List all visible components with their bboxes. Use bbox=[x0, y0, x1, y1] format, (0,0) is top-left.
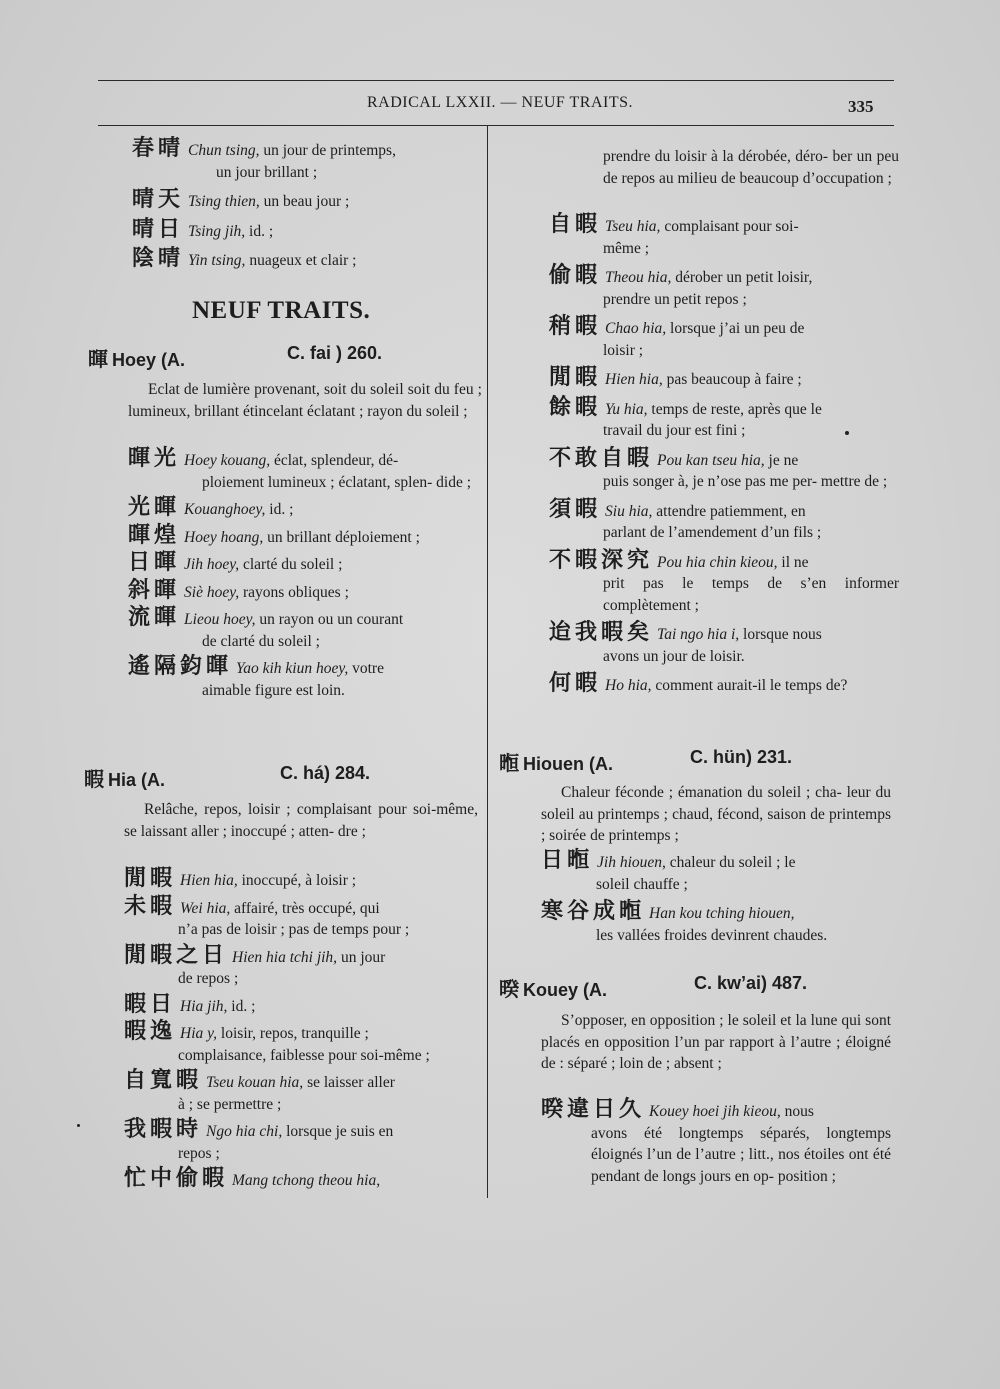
entry-gloss: affairé, très occupé, qui bbox=[230, 899, 380, 917]
dictionary-entry bbox=[124, 1168, 478, 1192]
entry-characters: 暇日 bbox=[124, 991, 177, 1017]
entry-continuation: aimable figure est loin. bbox=[202, 681, 345, 699]
running-head: RADICAL LXXII. — NEUF TRAITS. bbox=[366, 94, 634, 111]
entry-characters: 我暇時 bbox=[124, 1117, 203, 1142]
entry-characters: 餘暇 bbox=[549, 394, 602, 420]
kouey-heading bbox=[499, 973, 607, 1002]
entry-line bbox=[132, 189, 482, 213]
entry-characters: 陰晴 bbox=[132, 246, 185, 271]
entry-romanization: Kouanghoey, bbox=[184, 501, 266, 518]
kouey-head: Kouey (A. bbox=[523, 980, 608, 1000]
entry-line bbox=[124, 1070, 478, 1094]
entry-romanization: Siè hoey, bbox=[184, 583, 240, 601]
kouey-character: 暌 bbox=[499, 977, 519, 1001]
entry-line bbox=[132, 216, 482, 243]
entry-romanization: Tseu hia, bbox=[605, 218, 661, 235]
entry-line bbox=[124, 893, 478, 920]
hiouen-heading-cantonese: C. hün) 231. bbox=[690, 747, 793, 767]
entry-line bbox=[549, 367, 899, 391]
entry-gloss: loisir, repos, tranquille ; bbox=[217, 1025, 369, 1042]
entry-romanization: Pou hia chin kieou, bbox=[657, 553, 778, 571]
entry-characters: 閒暇 bbox=[549, 365, 602, 390]
entry-line bbox=[124, 1021, 478, 1045]
entry-characters: 晴天 bbox=[132, 187, 185, 212]
entry-gloss: rayons obliques ; bbox=[239, 583, 349, 601]
dictionary-entry bbox=[124, 868, 478, 892]
dictionary-entry bbox=[124, 1070, 478, 1115]
entry-romanization: Pou kan tseu hia, bbox=[657, 451, 765, 469]
dictionary-entry bbox=[128, 552, 482, 576]
dictionary-entry bbox=[128, 607, 482, 652]
dictionary-entry bbox=[132, 248, 482, 272]
entry-line bbox=[124, 868, 478, 892]
entry-line bbox=[128, 448, 482, 472]
dictionary-entry bbox=[549, 265, 899, 310]
entry-characters: 自暇 bbox=[549, 212, 602, 237]
entry-gloss: clarté du soleil ; bbox=[239, 556, 343, 573]
entry-gloss: lorsque je suis en bbox=[282, 1123, 394, 1140]
entry-line bbox=[132, 248, 482, 272]
entry-gloss: dérober un petit loisir, bbox=[671, 269, 813, 286]
top-rule bbox=[98, 80, 894, 81]
entry-gloss: se laisser aller bbox=[303, 1074, 395, 1091]
entry-romanization: Yin tsing, bbox=[188, 252, 246, 269]
entry-characters: 迨我暇矣 bbox=[549, 620, 654, 645]
section-title: NEUF TRAITS. bbox=[192, 297, 371, 324]
entry-continuation: les vallées froides devinrent chaudes. bbox=[596, 926, 828, 944]
entry-romanization: Tsing jih, bbox=[188, 222, 246, 240]
dictionary-entry bbox=[549, 445, 899, 493]
entry-continuation: à ; se permettre ; bbox=[178, 1095, 282, 1113]
dictionary-entry bbox=[124, 893, 478, 941]
entry-gloss: complaisant pour soi- bbox=[660, 218, 799, 235]
entry-characters: 春晴 bbox=[132, 136, 185, 161]
entry-gloss: un rayon ou un courant bbox=[255, 611, 404, 628]
ink-speck bbox=[845, 431, 849, 435]
entry-line bbox=[132, 138, 482, 162]
entry-line bbox=[124, 942, 478, 969]
entry-line bbox=[549, 316, 899, 340]
hia-entries-continued bbox=[549, 214, 899, 703]
header-rule bbox=[98, 125, 894, 126]
entry-characters: 暌違日久 bbox=[541, 1097, 646, 1122]
entry-characters: 日暅 bbox=[541, 848, 594, 873]
dictionary-entry bbox=[128, 522, 482, 549]
entry-characters: 不暇深究 bbox=[549, 547, 654, 573]
entry-romanization: Han kou tching hiouen, bbox=[649, 905, 795, 922]
entry-romanization: Wei hia, bbox=[180, 899, 231, 917]
dictionary-entry bbox=[132, 189, 482, 213]
entry-characters: 暉煌 bbox=[128, 522, 181, 548]
entry-romanization: Tsing thien, bbox=[188, 193, 260, 210]
dictionary-entry bbox=[124, 1021, 478, 1066]
entry-romanization: Hia jih, bbox=[180, 997, 228, 1015]
entry-line bbox=[549, 496, 899, 523]
hia-continuation: prendre du loisir à la dérobée, déro- ber un peu de repos au milieu de beaucoup d’occupation ; bbox=[603, 148, 899, 187]
entry-characters: 寒谷成暅 bbox=[541, 899, 646, 924]
hoey-heading-cantonese: C. fai ) 260. bbox=[287, 343, 383, 363]
dictionary-entry bbox=[541, 901, 893, 946]
hia-definition: Relâche, repos, loisir ; complaisant pour soi-même, se laissant aller ; inoccupé ; atten- dre ; bbox=[124, 801, 478, 840]
dictionary-entry bbox=[128, 656, 482, 701]
entry-gloss: un jour de printemps, bbox=[259, 142, 396, 159]
entry-romanization: Chun tsing, bbox=[188, 142, 260, 159]
hoey-character: 暉 bbox=[88, 347, 108, 371]
entry-characters: 忙中偷暇 bbox=[124, 1166, 229, 1191]
entry-gloss: nous bbox=[780, 1103, 814, 1120]
entry-continuation: ploiement lumineux ; éclatant, splen- dide ; bbox=[202, 473, 472, 491]
column-divider bbox=[487, 126, 488, 1198]
hia-heading-cantonese: C. há) 284. bbox=[280, 763, 371, 783]
dictionary-entry bbox=[549, 316, 899, 361]
entry-gloss: je ne bbox=[764, 451, 799, 469]
entry-line bbox=[128, 656, 482, 680]
dictionary-entry bbox=[124, 1119, 478, 1164]
entry-continuation: de clarté du soleil ; bbox=[202, 632, 320, 650]
entry-line bbox=[549, 394, 899, 421]
dictionary-entry bbox=[549, 673, 899, 697]
entry-romanization: Jih hiouen, bbox=[597, 854, 666, 871]
entry-gloss: lorsque j’ai un peu de bbox=[666, 320, 805, 337]
entry-characters: 暉光 bbox=[128, 446, 181, 471]
entry-line bbox=[541, 901, 893, 925]
entry-line bbox=[549, 673, 899, 697]
entry-line bbox=[541, 1099, 891, 1123]
entry-continuation: travail du jour est fini ; bbox=[603, 422, 746, 439]
entry-gloss: un beau jour ; bbox=[259, 193, 350, 210]
entry-continuation: prendre un petit repos ; bbox=[603, 290, 747, 308]
hiouen-definition: Chaleur féconde ; émanation du soleil ; cha- leur du soleil au printemps ; chaud, fécond, saison de printemps ; soirée de printemps ; bbox=[541, 784, 891, 844]
dictionary-entry bbox=[549, 622, 899, 667]
entry-gloss: lorsque nous bbox=[739, 626, 822, 643]
entry-continuation: prit pas le temps de s’en informer complètement ; bbox=[603, 575, 899, 614]
entry-gloss: un jour bbox=[337, 948, 386, 966]
hia-heading bbox=[84, 763, 165, 792]
dictionary-entry bbox=[549, 547, 899, 617]
entry-characters: 閒暇 bbox=[124, 866, 177, 891]
dictionary-entry bbox=[541, 1099, 891, 1187]
entry-continuation: avons un jour de loisir. bbox=[603, 647, 745, 665]
entry-continuation: puis songer à, je n’ose pas me per- mettre de ; bbox=[603, 473, 888, 490]
entry-romanization: Hien hia, bbox=[180, 872, 238, 889]
entry-line bbox=[128, 497, 482, 521]
entry-characters: 日暉 bbox=[128, 550, 181, 575]
entry-romanization: Tseu kouan hia, bbox=[206, 1074, 304, 1091]
entry-characters: 稍暇 bbox=[549, 314, 602, 339]
entry-gloss: id. ; bbox=[265, 501, 294, 518]
entry-line bbox=[549, 265, 899, 289]
entry-characters: 流暉 bbox=[128, 605, 181, 630]
entry-gloss: pas beaucoup à faire ; bbox=[662, 371, 802, 388]
entry-gloss: inoccupé, à loisir ; bbox=[237, 872, 357, 889]
dictionary-entry bbox=[549, 214, 899, 259]
entry-line bbox=[549, 547, 899, 574]
entry-line bbox=[541, 850, 893, 874]
entry-romanization: Mang tchong theou hia, bbox=[232, 1172, 381, 1189]
hia-entries bbox=[124, 868, 478, 1196]
entry-gloss: éclat, splendeur, dé- bbox=[270, 452, 399, 469]
entry-continuation: loisir ; bbox=[603, 341, 644, 359]
ink-speck bbox=[77, 1124, 80, 1127]
entry-gloss: temps de reste, après que le bbox=[647, 400, 822, 418]
dictionary-entry bbox=[541, 850, 893, 895]
entry-continuation: de repos ; bbox=[178, 970, 239, 987]
hia-character: 暇 bbox=[84, 767, 104, 791]
entry-continuation: complaisance, faiblesse pour soi-même ; bbox=[178, 1046, 430, 1064]
hia-head: Hia (A. bbox=[108, 770, 166, 790]
entry-line bbox=[128, 522, 482, 549]
dictionary-entry bbox=[128, 497, 482, 521]
kouey-entries bbox=[541, 1099, 891, 1191]
entry-gloss: id. ; bbox=[227, 997, 256, 1015]
entry-characters: 斜暉 bbox=[128, 577, 181, 603]
entry-characters: 何暇 bbox=[549, 671, 602, 696]
entry-line bbox=[124, 1119, 478, 1143]
entry-continuation: même ; bbox=[603, 239, 650, 257]
entry-gloss: attendre patiemment, en bbox=[652, 502, 806, 520]
entry-romanization: Hia y, bbox=[180, 1025, 218, 1042]
entry-characters: 遙隔鈞暉 bbox=[128, 654, 233, 679]
entry-romanization: Yao kih kiun hoey, bbox=[236, 660, 349, 677]
entry-continuation: parlant de l’amendement d’un fils ; bbox=[603, 524, 822, 541]
entry-characters: 須暇 bbox=[549, 496, 602, 522]
hoey-entries bbox=[128, 448, 482, 705]
dictionary-entry bbox=[132, 216, 482, 243]
entry-line bbox=[128, 552, 482, 576]
hiouen-entries bbox=[541, 850, 893, 952]
entry-romanization: Hoey hoang, bbox=[184, 528, 264, 546]
entry-line bbox=[124, 1168, 478, 1192]
hiouen-head: Hiouen (A. bbox=[523, 754, 613, 774]
hiouen-heading bbox=[499, 747, 613, 776]
entry-gloss: un brillant déploiement ; bbox=[263, 528, 420, 546]
entry-romanization: Ho hia, bbox=[605, 677, 652, 694]
entry-line bbox=[549, 445, 899, 472]
entry-continuation: soleil chauffe ; bbox=[596, 875, 688, 893]
dictionary-entry bbox=[549, 367, 899, 391]
entry-gloss: votre bbox=[348, 660, 384, 677]
entry-continuation: avons été longtemps séparés, longtemps éloignés l’un de l’autre ; litt., nos étoiles ont été pendant de longs jours en op- position ; bbox=[591, 1124, 891, 1185]
entry-characters: 晴日 bbox=[132, 216, 185, 242]
left-top-entries bbox=[132, 138, 482, 278]
kouey-heading-cantonese: C. kw’ai) 487. bbox=[694, 973, 808, 993]
hoey-definition: Eclat de lumière provenant, soit du soleil soit du feu ; lumineux, brillant étincelant éclatant ; rayon du soleil ; bbox=[128, 381, 482, 420]
entry-characters: 閒暇之日 bbox=[124, 942, 229, 968]
dictionary-entry bbox=[124, 991, 478, 1018]
entry-romanization: Jih hoey, bbox=[184, 556, 240, 573]
entry-characters: 不敢自暇 bbox=[549, 445, 654, 471]
entry-romanization: Kouey hoei jih kieou, bbox=[649, 1103, 781, 1120]
entry-romanization: Hien hia, bbox=[605, 371, 663, 388]
entry-romanization: Hoey kouang, bbox=[184, 452, 271, 469]
entry-romanization: Chao hia, bbox=[605, 320, 667, 337]
dictionary-entry bbox=[124, 942, 478, 990]
entry-line bbox=[124, 991, 478, 1018]
entry-gloss: nuageux et clair ; bbox=[245, 252, 357, 269]
entry-characters: 未暇 bbox=[124, 893, 177, 919]
entry-characters: 自寬暇 bbox=[124, 1068, 203, 1093]
entry-romanization: Tai ngo hia i, bbox=[657, 626, 740, 643]
entry-characters: 光暉 bbox=[128, 495, 181, 520]
entry-gloss: il ne bbox=[777, 553, 809, 571]
dictionary-entry bbox=[549, 496, 899, 544]
entry-romanization: Ngo hia chi, bbox=[206, 1123, 283, 1140]
entry-continuation: n’a pas de loisir ; pas de temps pour ; bbox=[178, 921, 410, 938]
entry-romanization: Yu hia, bbox=[605, 400, 648, 418]
entry-romanization: Hien hia tchi jih, bbox=[232, 948, 338, 966]
entry-gloss: id. ; bbox=[245, 222, 274, 240]
dictionary-entry bbox=[128, 448, 482, 493]
entry-characters: 暇逸 bbox=[124, 1019, 177, 1044]
entry-characters: 偷暇 bbox=[549, 263, 602, 288]
kouey-definition: S’opposer, en opposition ; le soleil et la lune qui sont placés en opposition l’un par rapport à l’autre ; éloigné de : séparé ; loin de ; absent ; bbox=[541, 1012, 891, 1072]
dictionary-entry bbox=[132, 138, 482, 183]
entry-continuation: repos ; bbox=[178, 1144, 220, 1162]
entry-romanization: Siu hia, bbox=[605, 502, 653, 520]
entry-romanization: Theou hia, bbox=[605, 269, 672, 286]
hoey-head: Hoey (A. bbox=[112, 350, 186, 370]
entry-line bbox=[549, 214, 899, 238]
entry-romanization: Lieou hoey, bbox=[184, 611, 256, 628]
dictionary-entry bbox=[128, 577, 482, 604]
page-number: 335 bbox=[848, 97, 874, 116]
entry-line bbox=[549, 622, 899, 646]
entry-gloss: comment aurait-il le temps de? bbox=[651, 677, 848, 694]
entry-gloss: chaleur du soleil ; le bbox=[665, 854, 796, 871]
hoey-heading bbox=[88, 343, 185, 372]
entry-line bbox=[128, 607, 482, 631]
hiouen-character: 暅 bbox=[499, 751, 519, 775]
entry-continuation: un jour brillant ; bbox=[216, 163, 318, 181]
entry-line bbox=[128, 577, 482, 604]
